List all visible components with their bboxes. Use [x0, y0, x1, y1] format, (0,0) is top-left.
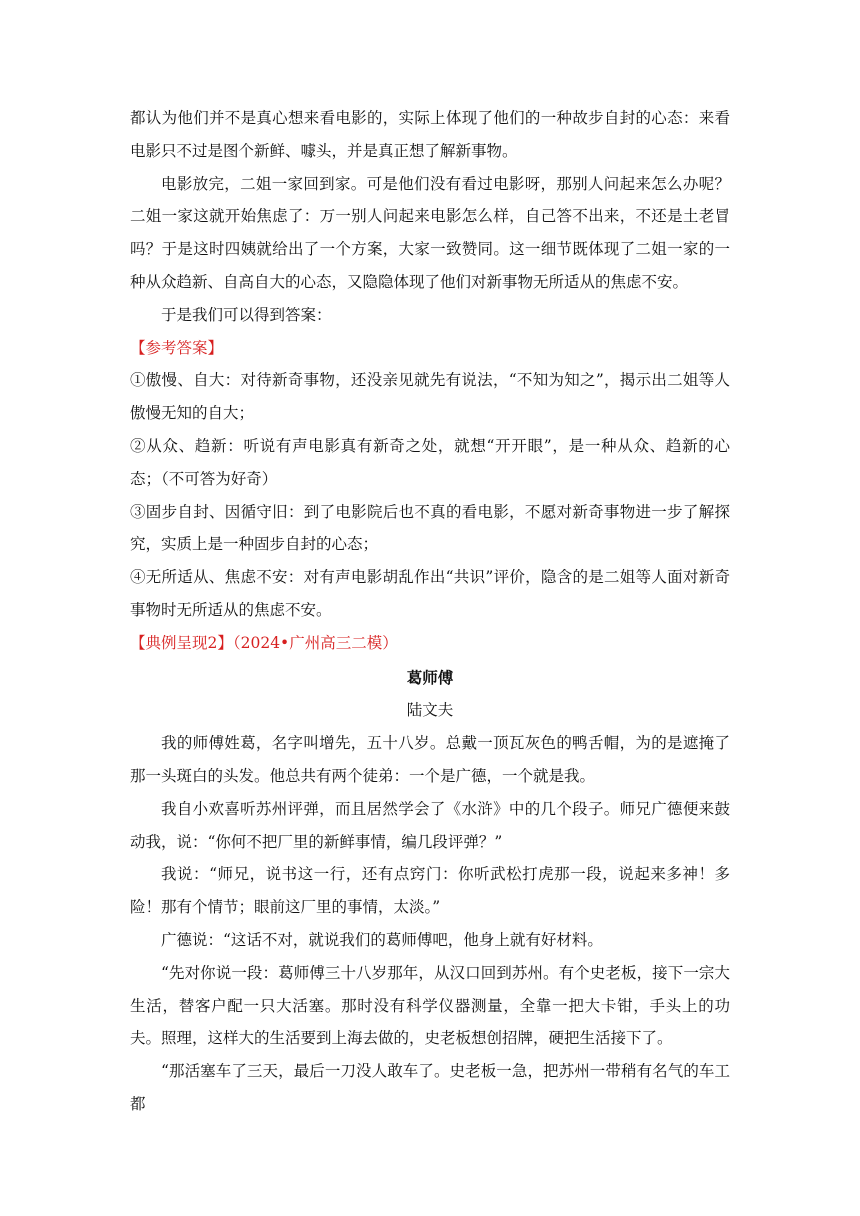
story-paragraph: 广德说：“这话不对，就说我们的葛师傅吧，他身上就有好材料。: [161, 930, 603, 949]
story-paragraph: 我自小欢喜听苏州评弹，而且居然学会了《水浒》中的几个段子。师兄广德便来鼓动我，说：“你何不把厂里的新鲜事情，编几段评弹？”: [130, 799, 730, 851]
story-author: 陆文夫: [406, 701, 454, 720]
story-paragraph: 我的师傅姓葛，名字叫增先，五十八岁。总戴一顶瓦灰色的鸭舌帽，为的是遮掩了那一头斑白的头发。他总共有两个徒弟：一个是广德，一个就是我。: [130, 734, 730, 785]
story-paragraph: “那活塞车了三天，最后一刀没人敢车了。史老板一急，把苏州一带稍有名气的车工都: [130, 1062, 730, 1113]
answer-item: ③固步自封、因循守旧：到了电影院后也不真的看电影，不愿对新奇事物进一步了解探究，实质上是一种固步自封的心态；: [130, 502, 730, 554]
story-paragraph: 我说：“师兄，说书这一行，还有点窍门：你听武松打虎那一段，说起来多神！多险！那有个情节；眼前这厂里的事情，太淡。”: [130, 865, 730, 917]
story-paragraph: “先对你说一段：葛师傅三十八岁那年，从汉口回到苏州。有个史老板，接下一宗大生活，替客户配一只大活塞。那时没有科学仪器测量，全靠一把大卡钳，手头上的功夫。照理，这样大的生活要到上海去做的，史老板想创招牌，硬把生活接下了。: [130, 963, 730, 1048]
answer-item: ②从众、趋新：听说有声电影真有新奇之处，就想“开开眼”，是一种从众、趋新的心态；（不可答为好奇）: [130, 436, 730, 488]
analysis-paragraph: 电影放完，二姐一家回到家。可是他们没有看过电影呀，那别人问起来怎么办呢？二姐一家这就开始焦虑了：万一别人问起来电影怎么样，自己答不出来，不还是土老冒吗？于是这时四姨就给出了一个方案，大家一致赞同。这一细节既体现了二姐一家的一种从众趋新、自高自大的心态，又隐隐体现了他们对新事物无所适从的焦虑不安。: [130, 174, 730, 291]
analysis-paragraph: 都认为他们并不是真心想来看电影的，实际上体现了他们的一种故步自封的心态：来看电影只不过是图个新鲜、噱头，并是真正想了解新事物。: [130, 109, 730, 160]
analysis-paragraph: 于是我们可以得到答案：: [161, 305, 332, 324]
answer-item: ①傲慢、自大：对待新奇事物，还没亲见就先有说法，“不知为知之”，揭示出二姐等人傲慢无知的自大；: [130, 371, 730, 423]
document-body: [130, 102, 730, 1121]
story-title: 葛师傅: [406, 667, 454, 687]
answer-header: 【参考答案】: [130, 338, 224, 357]
answer-item: ④无所适从、焦虑不安：对有声电影胡乱作出“共识”评价，隐含的是二姐等人面对新奇事物时无所适从的焦虑不安。: [130, 568, 730, 619]
example-header: 【典例呈现2】（2024•广州高三二模）: [130, 633, 398, 652]
